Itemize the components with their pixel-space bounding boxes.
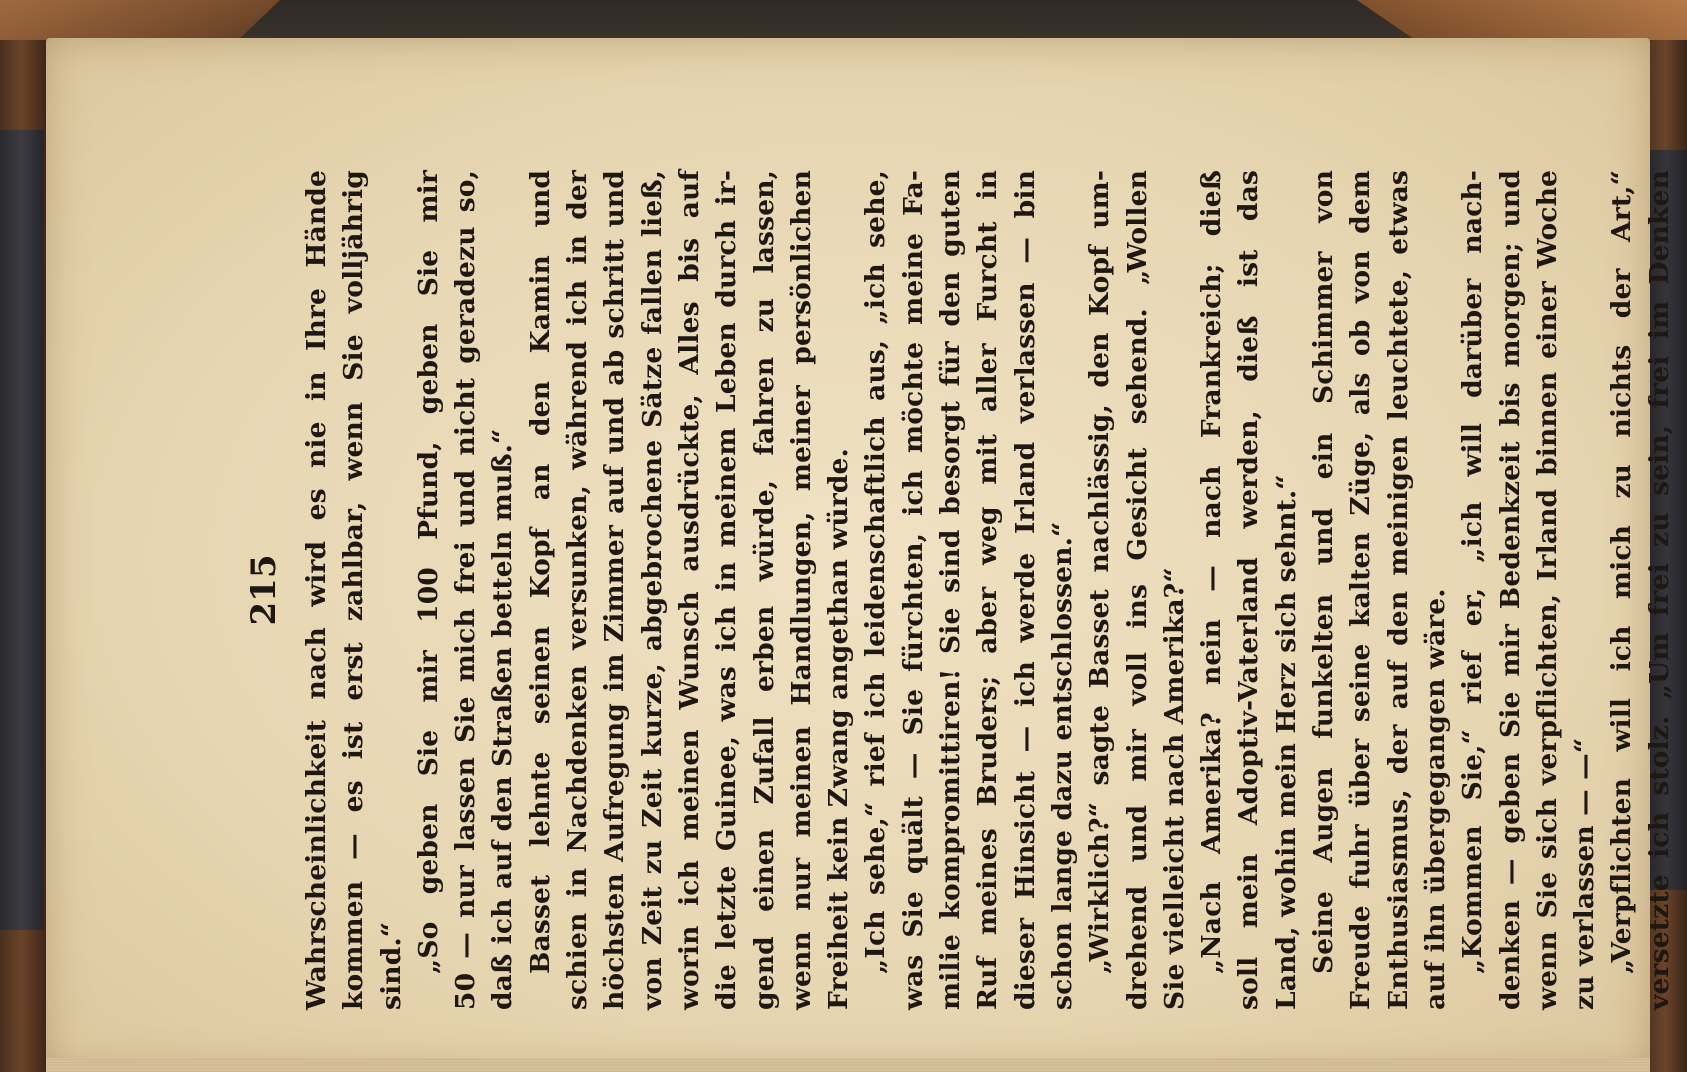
text-line: denken — geben Sie mir Bedenkzeit bis morgen; und [1494,170,1526,1010]
text-line: milie kompromittiren! Sie sind besorgt für den guten [935,170,967,1010]
text-line: auf ihn übergegangen wäre. [1419,588,1451,1010]
text-line: wenn nur meinen Handlungen, meiner persönlichen [785,170,817,1010]
text-line: Land, wohin mein Herz sich sehnt.“ [1270,474,1302,1010]
text-line: „Wirklich?“ sagte Basset nachlässig, den Kopf um- [1084,170,1116,974]
text-line: soll mein Adoptiv-Vaterland werden, dieß ist das [1233,170,1265,1010]
text-line: „Kommen Sie,“ rief er, „ich will darüber nach- [1457,170,1489,974]
text-line: Wahrscheinlichkeit nach wird es nie in Ihre Hände [301,170,332,1010]
text-line: daß ich auf den Straßen betteln muß.“ [487,428,519,1010]
text-line: Basset lehnte seinen Kopf an den Kamin und [524,170,556,974]
text-line: worin ich meinen Wunsch ausdrückte, Alles bis auf [673,170,705,1010]
rotated-text-area [234,170,1675,1010]
text-line: schien in Nachdenken versunken, während ich in der [562,170,594,1010]
text-line: Freude fuhr über seine kalten Züge, als ob von dem [1345,170,1377,1010]
book-cloth-left [0,130,44,930]
body-text [298,170,1678,1010]
text-line: versetzte ich stolz. „Um frei zu sein, frei im Denken [1643,170,1675,1010]
page-edges [46,1058,1650,1072]
text-line: kommen — es ist erst zahlbar, wenn Sie volljährig [338,170,370,1010]
text-line: Freiheit kein Zwang angethan würde. [823,448,855,1010]
text-line: „Nach Amerika? nein — nach Frankreich; dieß [1196,170,1228,974]
text-line: wenn Sie sich verpflichten, Irland binnen einer Woche [1531,170,1563,1010]
text-line: die letzte Guinee, was ich in meinem Leben durch ir- [711,170,743,1010]
text-line: von Zeit zu Zeit kurze, abgebrochene Sätze fallen ließ, [636,170,668,1010]
text-line: „So geben Sie mir 100 Pfund, geben Sie mir [412,170,444,974]
text-line: schon lange dazu entschlossen.“ [1046,521,1078,1010]
text-line: Sie vielleicht nach Amerika?“ [1158,567,1190,1010]
text-line: dieser Hinsicht — ich werde Irland verlassen — bin [1009,170,1041,1010]
text-line: „Ich sehe,“ rief ich leidenschaftlich aus, „ich sehe, [860,170,892,974]
text-line: Ruf meines Bruders; aber weg mit aller Furcht in [972,170,1004,1010]
text-line: Enthusiasmus, der auf den meinigen leuchtete, etwas [1382,170,1414,1010]
text-line: zu verlassen — —“ [1569,737,1601,1010]
text-line: gend einen Zufall erben würde, fahren zu lassen, [748,170,780,1010]
text-line: höchsten Aufregung im Zimmer auf und ab schritt und [599,170,631,1010]
text-line: Seine Augen funkelten und ein Schimmer von [1308,170,1340,974]
text-line: „Verpflichten will ich mich zu nichts der Art,“ [1606,170,1638,974]
text-line: sind.“ [375,921,407,1010]
text-line: drehend und mir voll ins Gesicht sehend. „Wollen [1121,170,1153,1010]
text-line: was Sie quält — Sie fürchten, ich möchte meine Fa- [897,170,929,1010]
text-line: 50 — nur lassen Sie mich frei und nicht geradezu so, [450,170,482,1010]
page-number: 215 [244,554,284,626]
